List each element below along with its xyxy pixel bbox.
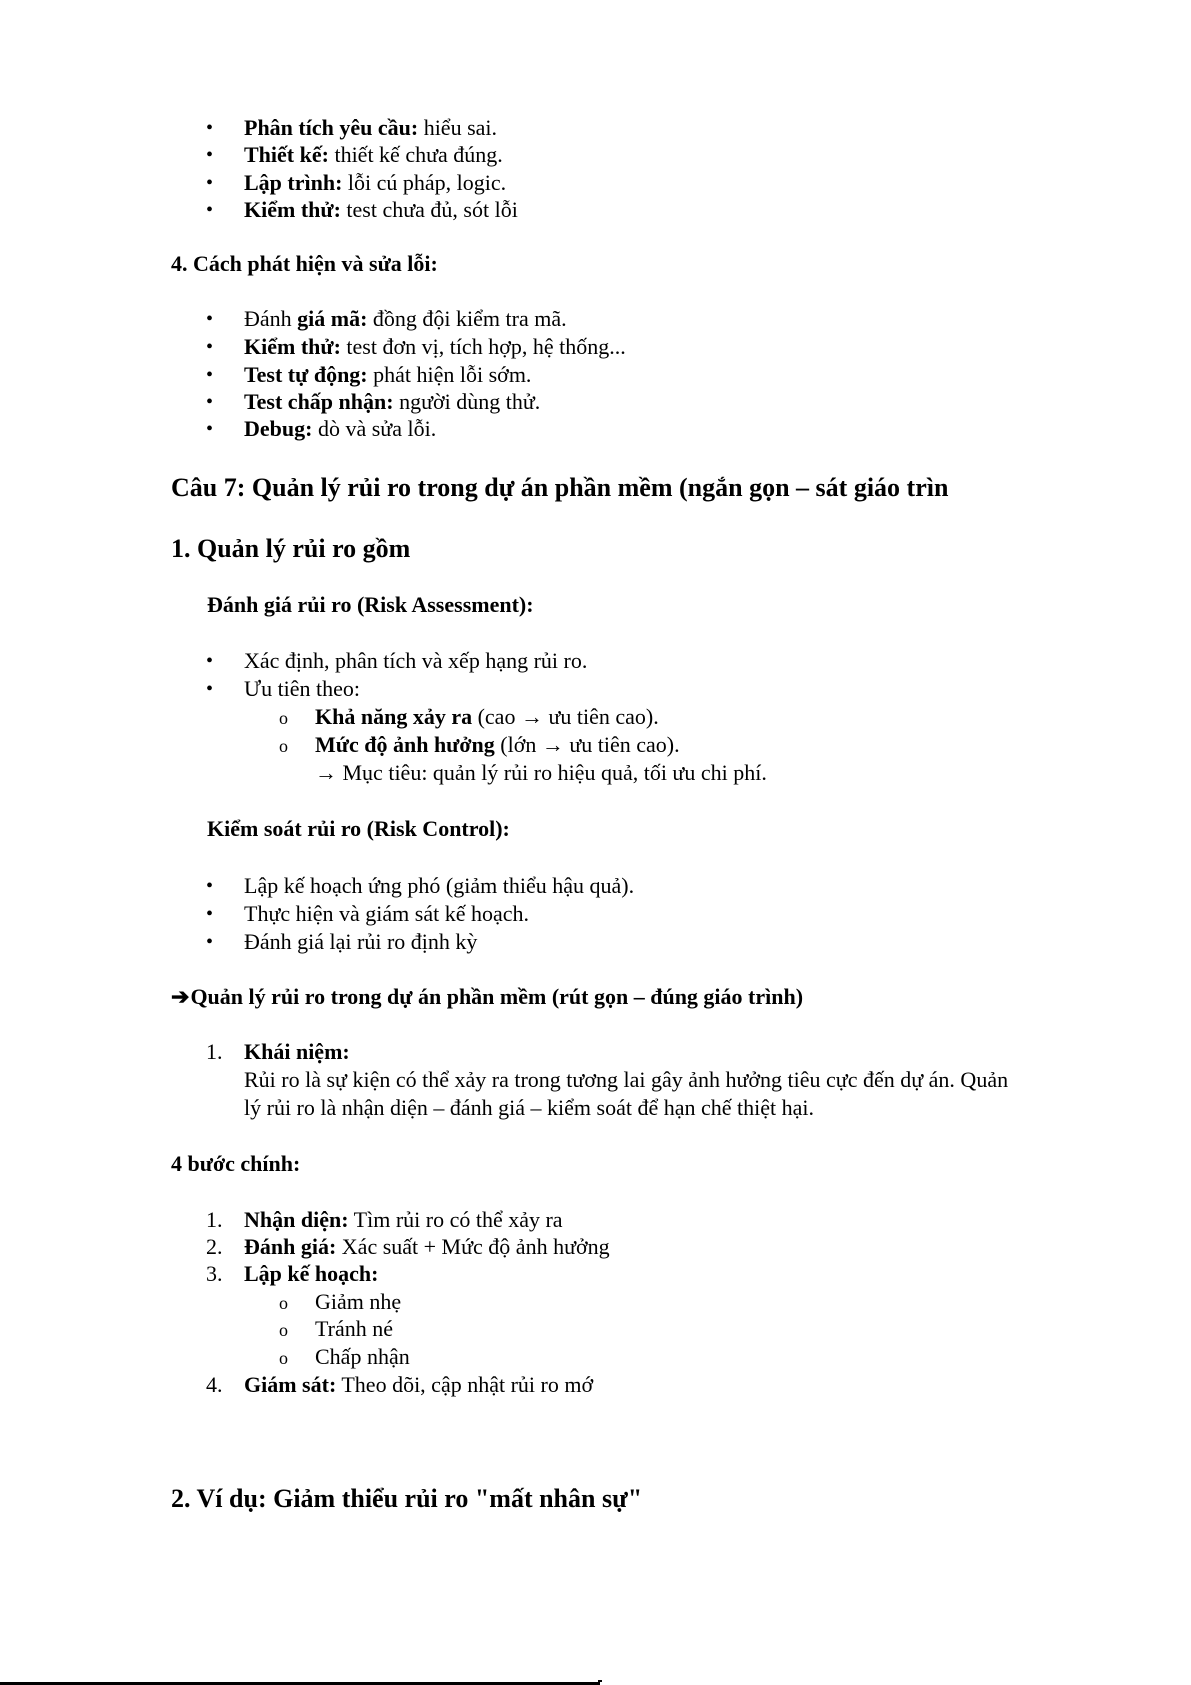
part2-heading: 2. Ví dụ: Giảm thiểu rủi ro "mất nhân sự" — [171, 1484, 643, 1513]
list-item: • Ưu tiên theo: — [244, 675, 360, 703]
list-item: • Thiết kế: thiết kế chưa đúng. — [244, 141, 503, 169]
q7-title: Câu 7: Quản lý rủi ro trong dự án phần mềm (ngắn gọn – sát giáo trìn — [171, 473, 949, 502]
section4-heading: 4. Cách phát hiện và sửa lỗi: — [171, 251, 438, 276]
assessment-heading: Đánh giá rủi ro (Risk Assessment): — [207, 592, 534, 617]
list-item: • Kiểm thử: test chưa đủ, sót lỗi — [244, 196, 518, 224]
control-heading: Kiểm soát rủi ro (Risk Control): — [207, 816, 510, 841]
list-item: o Tránh né — [315, 1315, 393, 1343]
list-item: • Thực hiện và giám sát kế hoạch. — [244, 900, 529, 928]
list-item: • Test tự động: phát hiện lỗi sớm. — [244, 361, 531, 389]
list-item: • Test chấp nhận: người dùng thử. — [244, 388, 540, 416]
concept-item: 1. Khái niệm: — [206, 1039, 350, 1064]
concept-text-line1: Rủi ro là sự kiện có thể xảy ra trong tương lai gây ảnh hưởng tiêu cực đến dự án. Quản — [244, 1067, 1009, 1092]
assessment-goal: → Mục tiêu: quản lý rủi ro hiệu quả, tối ưu chi phí. — [315, 760, 767, 785]
list-item: 1. Nhận diện: Tìm rủi ro có thể xảy ra — [206, 1207, 563, 1232]
list-item: o Giảm nhẹ — [315, 1288, 401, 1316]
list-item: • Xác định, phân tích và xếp hạng rủi ro. — [244, 647, 587, 675]
right-arrow-icon: ➔ — [171, 984, 190, 1009]
list-item: • Đánh giá mã: đồng đội kiểm tra mã. — [244, 305, 567, 333]
concept-text-line2: lý rủi ro là nhận diện – đánh giá – kiểm soát để hạn chế thiệt hại. — [244, 1095, 815, 1120]
list-item: 2. Đánh giá: Xác suất + Mức độ ảnh hưởng — [206, 1234, 610, 1259]
list-item: o Mức độ ảnh hưởng (lớn → ưu tiên cao). — [315, 731, 680, 759]
list-item: o Chấp nhận — [315, 1343, 410, 1371]
list-item: • Phân tích yêu cầu: hiểu sai. — [244, 114, 497, 142]
list-item: • Đánh giá lại rủi ro định kỳ — [244, 928, 477, 956]
steps-heading: 4 bước chính: — [171, 1151, 301, 1176]
list-item: • Lập trình: lỗi cú pháp, logic. — [244, 169, 506, 197]
list-item: • Debug: dò và sửa lỗi. — [244, 415, 436, 443]
list-item: 3. Lập kế hoạch: — [206, 1261, 379, 1286]
list-item: o Khả năng xảy ra (cao → ưu tiên cao). — [315, 703, 659, 731]
list-item: • Lập kế hoạch ứng phó (giảm thiểu hậu quả). — [244, 872, 634, 900]
list-item: • Kiểm thử: test đơn vị, tích hợp, hệ thống... — [244, 333, 626, 361]
bottom-divider-tick — [598, 1680, 602, 1682]
list-item: 4. Giám sát: Theo dõi, cập nhật rủi ro mớ — [206, 1372, 594, 1397]
summary-heading: ➔Quản lý rủi ro trong dự án phần mềm (rút gọn – đúng giáo trình) — [171, 984, 804, 1009]
part1-heading: 1. Quản lý rủi ro gồm — [171, 534, 411, 563]
